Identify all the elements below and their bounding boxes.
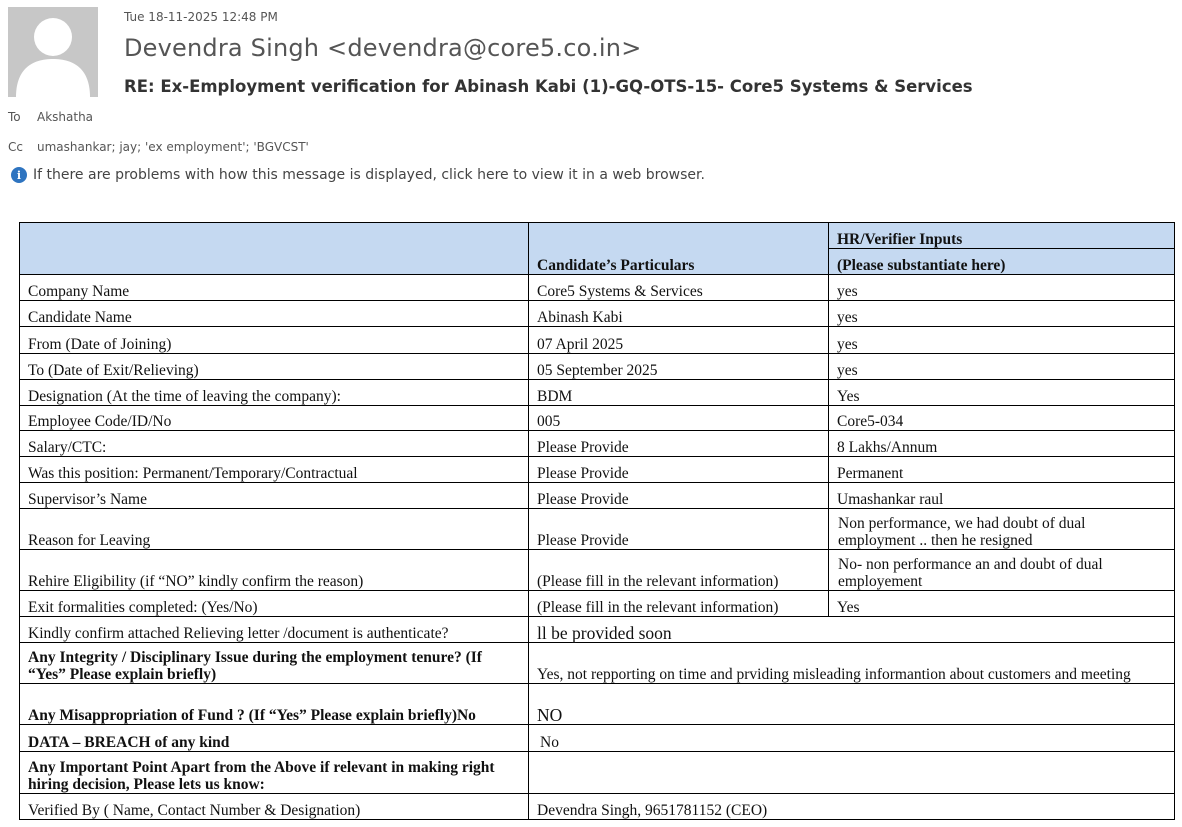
table-row — [20, 725, 1175, 752]
table-row — [20, 617, 1175, 643]
field-label: From (Date of Joining) — [20, 327, 529, 354]
integrity-issue-value: Yes, not repporting on time and prviding misleading informantion about customers and meeting — [529, 643, 1175, 684]
important-point-value — [529, 752, 1175, 794]
verifier-input: yes — [829, 275, 1175, 301]
table-row — [20, 301, 1175, 327]
display-problem-infobar[interactable] — [11, 167, 705, 183]
misappropriation-value: NO — [529, 684, 1175, 725]
verifier-input: Core5-034 — [829, 406, 1175, 431]
table-row — [20, 457, 1175, 483]
info-icon: i — [11, 167, 27, 183]
field-value: Abinash Kabi — [529, 301, 829, 327]
field-label: Rehire Eligibility (if “NO” kindly confirm the reason) — [20, 550, 529, 591]
verifier-input: Permanent — [829, 457, 1175, 483]
field-label: Kindly confirm attached Relieving letter /document is authenticate? — [20, 617, 529, 643]
table-row — [20, 509, 1175, 550]
table-row — [20, 327, 1175, 354]
field-label: Reason for Leaving — [20, 509, 529, 550]
field-value: Please Provide — [529, 483, 829, 509]
table-row — [20, 380, 1175, 406]
verifier-input: Yes — [829, 591, 1175, 617]
field-label: Any Integrity / Disciplinary Issue during the employment tenure? (If “Yes” Please explain briefly) — [20, 643, 529, 684]
field-label: Any Important Point Apart from the Above if relevant in making right hiring decision, Please lets us know: — [20, 752, 529, 794]
verifier-input: 8 Lakhs/Annum — [829, 431, 1175, 457]
table-header-row — [20, 223, 1175, 249]
verifier-input: yes — [829, 327, 1175, 354]
table-row — [20, 684, 1175, 725]
table-row — [20, 431, 1175, 457]
person-silhouette-icon — [8, 7, 98, 97]
email-timestamp: Tue 18-11-2025 12:48 PM — [124, 10, 278, 24]
to-recipients[interactable]: Akshatha — [37, 110, 94, 124]
table-row — [20, 794, 1175, 820]
field-value: 005 — [529, 406, 829, 431]
verifier-input: Yes — [829, 380, 1175, 406]
verifier-input: yes — [829, 301, 1175, 327]
field-value: Please Provide — [529, 431, 829, 457]
table-row — [20, 483, 1175, 509]
header-substantiate: (Please substantiate here) — [829, 249, 1175, 275]
field-label: Designation (At the time of leaving the company): — [20, 380, 529, 406]
field-label: Verified By ( Name, Contact Number & Designation) — [20, 794, 529, 820]
cc-label: Cc — [8, 140, 23, 154]
table-row — [20, 275, 1175, 301]
field-label: Salary/CTC: — [20, 431, 529, 457]
to-label: To — [8, 110, 21, 124]
field-label: Any Misappropriation of Fund ? (If “Yes” Please explain briefly)No — [20, 684, 529, 725]
table-row — [20, 591, 1175, 617]
data-breach-value: No — [529, 725, 1175, 752]
field-label: Was this position: Permanent/Temporary/Contractual — [20, 457, 529, 483]
verifier-input: Non performance, we had doubt of dual employment .. then he resigned — [829, 509, 1175, 550]
cc-recipients[interactable]: umashankar; jay; 'ex employment'; 'BGVCST' — [37, 140, 309, 154]
field-label: Exit formalities completed: (Yes/No) — [20, 591, 529, 617]
relieving-letter-value: ll be provided soon — [529, 617, 1175, 643]
email-sender[interactable]: Devendra Singh <devendra@core5.co.in> — [124, 34, 642, 62]
field-value: BDM — [529, 380, 829, 406]
field-value: (Please fill in the relevant information) — [529, 591, 829, 617]
infobar-message[interactable]: If there are problems with how this message is displayed, click here to view it in a web browser. — [33, 167, 705, 183]
field-label: To (Date of Exit/Relieving) — [20, 354, 529, 380]
sender-avatar — [8, 7, 98, 97]
verifier-input: yes — [829, 354, 1175, 380]
header-candidate-particulars: Candidate’s Particulars — [529, 223, 829, 275]
cc-row — [8, 140, 309, 154]
field-label: Company Name — [20, 275, 529, 301]
field-value: Core5 Systems & Services — [529, 275, 829, 301]
field-label: DATA – BREACH of any kind — [20, 725, 529, 752]
verifier-input: No- non performance an and doubt of dual employement — [829, 550, 1175, 591]
verification-table — [19, 222, 1175, 820]
field-value: 05 September 2025 — [529, 354, 829, 380]
to-row — [8, 110, 93, 124]
verified-by-value: Devendra Singh, 9651781152 (CEO) — [529, 794, 1175, 820]
field-label: Employee Code/ID/No — [20, 406, 529, 431]
header-hr-verifier-inputs: HR/Verifier Inputs — [829, 223, 1175, 249]
header-blank-cell — [20, 223, 529, 275]
field-value: 07 April 2025 — [529, 327, 829, 354]
field-value: (Please fill in the relevant information) — [529, 550, 829, 591]
email-subject: RE: Ex-Employment verification for Abinash Kabi (1)-GQ-OTS-15- Core5 Systems & Services — [124, 77, 973, 96]
table-row — [20, 752, 1175, 794]
table-row — [20, 643, 1175, 684]
field-label: Supervisor’s Name — [20, 483, 529, 509]
field-value: Please Provide — [529, 457, 829, 483]
table-row — [20, 550, 1175, 591]
table-row — [20, 354, 1175, 380]
field-label: Candidate Name — [20, 301, 529, 327]
table-row — [20, 406, 1175, 431]
verifier-input: Umashankar raul — [829, 483, 1175, 509]
field-value: Please Provide — [529, 509, 829, 550]
